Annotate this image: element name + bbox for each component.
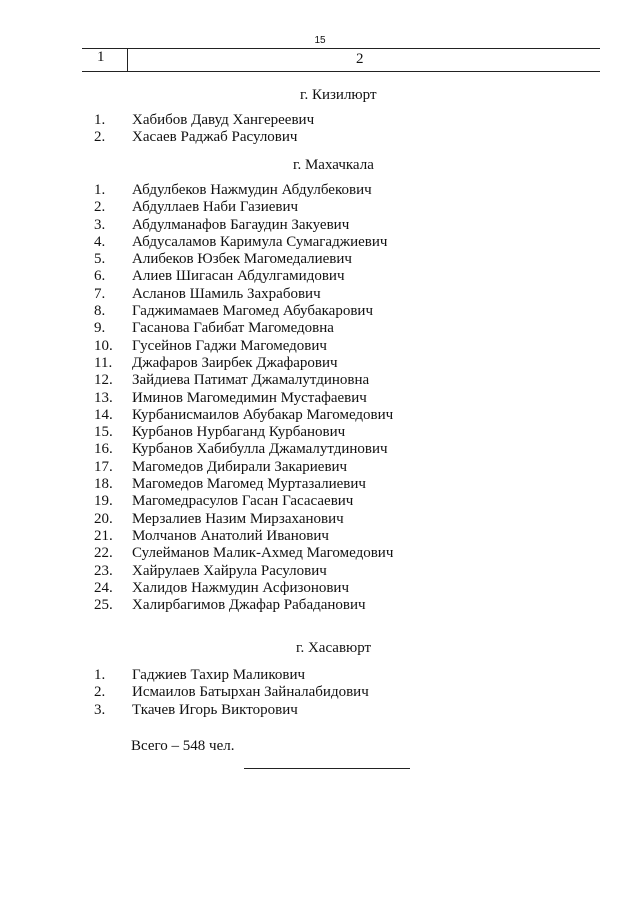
person-name: Гаджиев Тахир Маликович [132, 667, 306, 683]
person-name: Халирбагимов Джафар Рабаданович [132, 597, 366, 614]
item-number: 13. [94, 389, 113, 406]
person-name: Молчанов Анатолий Иванович [132, 527, 329, 544]
person-name: Ткачев Игорь Викторович [132, 701, 298, 718]
item-number: 3. [94, 701, 106, 718]
item-number: 25. [94, 597, 113, 614]
item-number: 19. [94, 493, 113, 510]
person-name: Хайрулаев Хайрула Расулович [132, 562, 327, 579]
person-name: Зайдиева Патимат Джамалутдиновна [132, 372, 370, 389]
person-name: Иминов Магомедимин Мустафаевич [132, 389, 367, 406]
item-number: 2. [94, 129, 106, 146]
item-number: 4. [94, 233, 106, 250]
city-heading: г. Кизилюрт [300, 87, 377, 103]
person-name: Абдулбеков Нажмудин Абдулбекович [132, 182, 372, 198]
person-name: Магомедов Магомед Муртазалиевич [132, 476, 366, 493]
item-number: 24. [94, 579, 113, 596]
item-number: 7. [94, 285, 106, 302]
item-number: 2. [94, 684, 106, 701]
item-number: 21. [94, 527, 113, 544]
item-number: 18. [94, 476, 113, 493]
person-name: Абдулманафов Багаудин Закуевич [132, 216, 350, 233]
city-heading: г. Хасавюрт [296, 640, 372, 656]
person-name: Курбанисмаилов Абубакар Магомедович [132, 406, 394, 423]
item-number: 17. [94, 458, 113, 475]
person-name: Алибеков Юзбек Магомедалиевич [132, 251, 352, 268]
person-name: Гаджимамаев Магомед Абубакарович [132, 303, 373, 320]
item-number: 1. [94, 112, 106, 128]
person-name: Асланов Шамиль Захрабович [132, 285, 321, 302]
person-name: Магомедрасулов Гасан Гасасаевич [132, 493, 354, 510]
item-number: 12. [94, 372, 113, 389]
end-divider [244, 768, 410, 769]
item-number: 10. [94, 337, 113, 354]
item-number: 3. [94, 216, 106, 233]
column-2-header: 2 [356, 51, 364, 67]
item-number: 23. [94, 562, 113, 579]
item-number: 20. [94, 510, 113, 527]
person-name: Халидов Нажмудин Асфизонович [132, 579, 350, 596]
column-1-header: 1 [97, 49, 105, 65]
item-number: 9. [94, 320, 106, 337]
item-number: 6. [94, 268, 106, 285]
item-number: 1. [94, 182, 106, 198]
item-number: 8. [94, 303, 106, 320]
column-divider [127, 49, 128, 72]
person-name: Джафаров Заирбек Джафарович [132, 354, 338, 371]
item-number: 5. [94, 251, 106, 268]
item-number: 16. [94, 441, 113, 458]
item-number: 2. [94, 199, 106, 216]
item-number: 14. [94, 406, 113, 423]
total-count: Всего – 548 чел. [131, 738, 235, 754]
item-number: 15. [94, 424, 113, 441]
column-header-table [82, 48, 600, 72]
page-number: 15 [314, 35, 326, 46]
item-number: 1. [94, 667, 106, 683]
person-name: Хасаев Раджаб Расулович [132, 129, 298, 146]
person-name: Абдусаламов Каримула Сумагаджиевич [132, 233, 388, 250]
item-number: 11. [94, 354, 113, 371]
person-name: Гасанова Габибат Магомедовна [132, 320, 334, 337]
person-name: Курбанов Нурбаганд Курбанович [132, 424, 346, 441]
person-name: Курбанов Хабибулла Джамалутдинович [132, 441, 388, 458]
person-name: Мерзалиев Назим Мирзаханович [132, 510, 344, 527]
person-name: Сулейманов Малик-Ахмед Магомедович [132, 545, 394, 562]
person-name: Магомедов Дибирали Закариевич [132, 458, 348, 475]
person-name: Алиев Шигасан Абдулгамидович [132, 268, 345, 285]
city-heading: г. Махачкала [293, 157, 374, 173]
person-name: Гусейнов Гаджи Магомедович [132, 337, 327, 354]
person-name: Абдуллаев Наби Газиевич [132, 199, 299, 216]
item-number: 22. [94, 545, 113, 562]
person-name: Хабибов Давуд Хангереевич [132, 112, 315, 128]
person-name: Исмаилов Батырхан Зайналабидович [132, 684, 369, 701]
